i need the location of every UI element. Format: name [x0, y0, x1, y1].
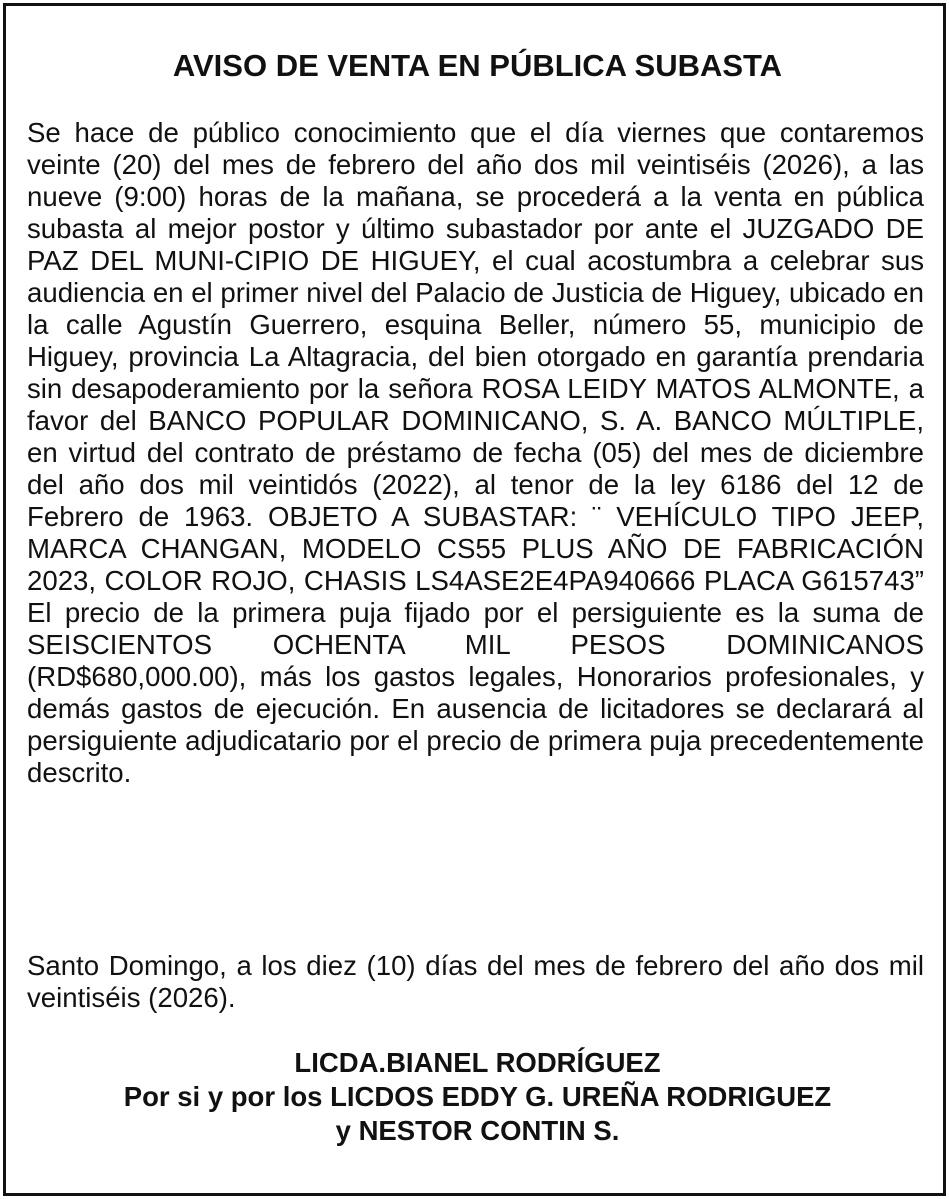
notice-closing-paragraph: Santo Domingo, a los diez (10) días del mes de febrero del año dos mil veintiséis (2026). — [27, 950, 924, 1013]
signature-line-2: Por si y por los LICDOS EDDY G. UREÑA RODRIGUEZ — [123, 1081, 832, 1112]
signature-line-3: y NESTOR CONTIN S. — [335, 1115, 620, 1146]
signature-name: LICDA.BIANEL RODRÍGUEZ — [294, 1047, 661, 1078]
signature-block — [6, 1046, 949, 1148]
notice-body-paragraph: Se hace de público conocimiento que el día viernes que contaremos veinte (20) del mes de febrero del año dos mil veintiséis (2026), a las nueve (9:00) horas de la mañana, se procederá a la venta en pública subasta al mejor postor y último subastador por ante el JUZGADO DE PAZ DEL MUNI-CIPIO DE HIGUEY, el cual acostumbra a celebrar sus audiencia en el primer nivel del Palacio de Justicia de Higuey, ubicado en la calle Agustín Guerrero, esquina Beller, número 55, municipio de Higuey, provincia La Altagracia, del bien otorgado en garantía prendaria sin desapoderamiento por la señora ROSA LEIDY MATOS ALMONTE, a favor del BANCO POPULAR DOMINICANO, S. A. BANCO MÚLTIPLE, en virtud del contrato de préstamo de fecha (05) del mes de diciembre del año dos mil veintidós (2022), al tenor de la ley 6186 del 12 de Febrero de 1963. OBJETO A SUBASTAR: ¨ VEHÍCULO TIPO JEEP, MARCA CHANGAN, MODELO CS55 PLUS AÑO DE FABRICACIÓN 2023, COLOR ROJO, CHASIS LS4ASE2E4PA940666 PLACA G615743” El precio de la primera puja fijado por el persiguiente es la suma de SEISCIENTOS OCHENTA MIL PESOS DOMINICANOS (RD$680,000.00), más los gastos legales, Honorarios profesionales, y demás gastos de ejecución. En ausencia de licitadores se declarará al persiguiente adjudicatario por el precio de primera puja precedentemente descrito. — [27, 117, 924, 788]
notice-frame — [3, 3, 946, 1196]
notice-title: AVISO DE VENTA EN PÚBLICA SUBASTA — [172, 48, 783, 83]
